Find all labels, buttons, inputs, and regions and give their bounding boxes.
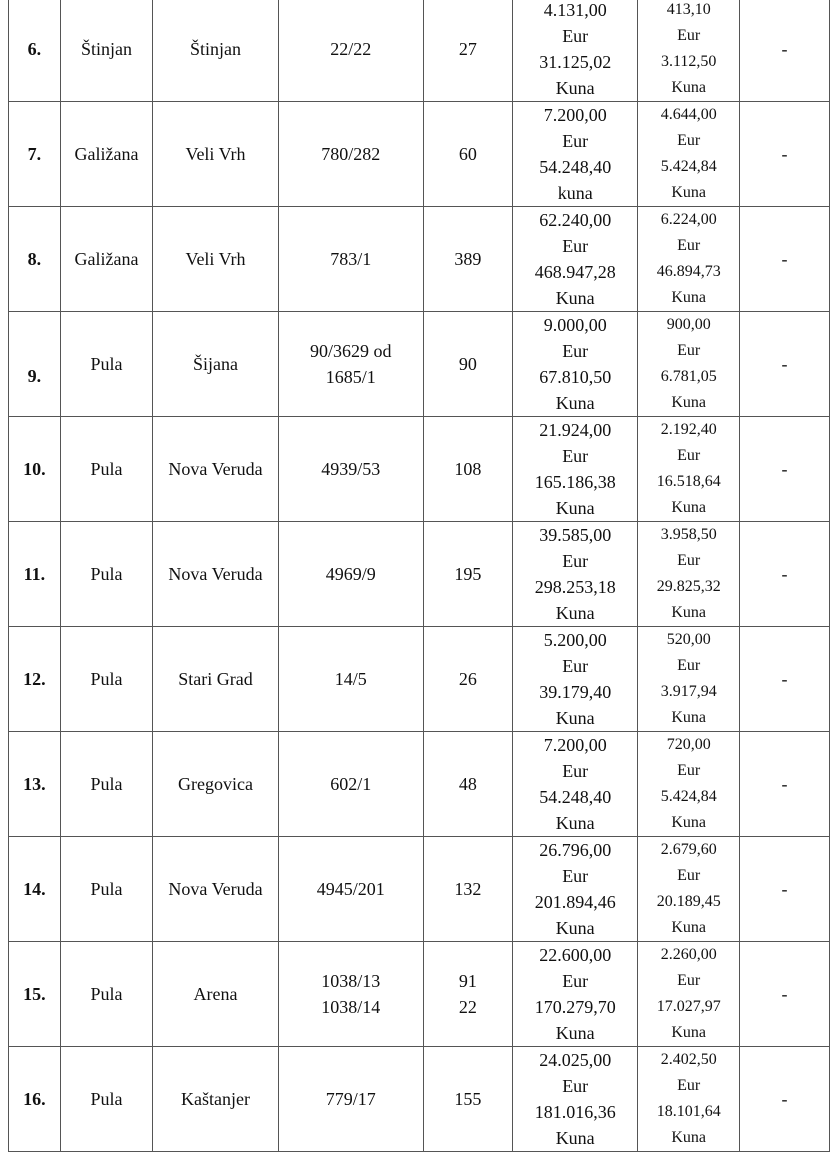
cell-row-number (9, 627, 61, 732)
cell-area-line: 91 (458, 971, 477, 991)
cell-parcel (278, 0, 423, 102)
table-row (9, 312, 830, 417)
cell-parcel (278, 522, 423, 627)
note-text: - (781, 773, 788, 794)
cell-deposit-line: 6.224,00 (660, 211, 717, 228)
cell-price-line: Eur (562, 131, 589, 151)
cell-area (423, 1047, 512, 1152)
cell-price-line: Eur (562, 971, 589, 991)
cell-price-line: Kuna (555, 603, 595, 623)
cell-city (60, 837, 153, 942)
cell-note (739, 312, 829, 417)
city-text: Pula (90, 668, 123, 689)
note-text: - (781, 878, 788, 899)
cell-area (423, 942, 512, 1047)
cell-parcel (278, 102, 423, 207)
cell-area-line: 22 (458, 997, 477, 1017)
table-row (9, 207, 830, 312)
cell-city (60, 1047, 153, 1152)
cell-price-line: 7.200,00 (543, 735, 607, 755)
cell-price-line: 31.125,02 (539, 52, 612, 72)
cell-deposit-line: Kuna (671, 709, 707, 726)
table-row (9, 102, 830, 207)
cell-price (512, 942, 637, 1047)
cell-deposit-line: Eur (677, 447, 701, 464)
cell-city (60, 0, 153, 102)
cell-area-line: 60 (458, 143, 477, 164)
cell-row-number (9, 942, 61, 1047)
cell-price-line: 165.186,38 (534, 472, 616, 492)
cell-price-line: 7.200,00 (543, 105, 607, 125)
cell-deposit-line: 16.518,64 (656, 473, 721, 490)
cell-row-number (9, 207, 61, 312)
city-text: Pula (90, 458, 123, 479)
cell-deposit-line: Kuna (671, 1024, 707, 1041)
cell-parcel-line: 4969/9 (325, 563, 376, 584)
cell-area-line: 132 (454, 878, 482, 899)
cell-parcel (278, 732, 423, 837)
cell-deposit-line: 29.825,32 (656, 578, 721, 595)
cell-deposit (638, 942, 740, 1047)
cell-note (739, 1047, 829, 1152)
cell-price-line: Kuna (555, 813, 595, 833)
cell-deposit-line: 900,00 (666, 316, 711, 333)
cell-parcel-line: 4939/53 (321, 458, 381, 479)
cell-row-number (9, 522, 61, 627)
cell-deposit-line: Eur (677, 972, 701, 989)
cell-deposit-line: 18.101,64 (656, 1103, 721, 1120)
cell-price-line: kuna (557, 183, 593, 203)
cell-price (512, 417, 637, 522)
cell-deposit-line: Kuna (671, 919, 707, 936)
cell-deposit-line: 2.192,40 (660, 421, 717, 438)
cell-deposit-line: Kuna (671, 289, 707, 306)
cell-city (60, 522, 153, 627)
cell-row-number (9, 0, 61, 102)
cell-deposit-line: Kuna (671, 814, 707, 831)
cell-price-line: Eur (562, 866, 589, 886)
cell-deposit (638, 102, 740, 207)
table-row (9, 627, 830, 732)
cell-deposit-line: 6.781,05 (660, 368, 717, 385)
cell-area-line: 48 (458, 773, 477, 794)
cell-city (60, 102, 153, 207)
cell-area-line: 155 (454, 1088, 482, 1109)
cell-city (60, 732, 153, 837)
cell-price (512, 102, 637, 207)
cell-parcel (278, 417, 423, 522)
cell-deposit-line: 3.112,50 (660, 53, 717, 70)
cell-area-line: 108 (454, 458, 482, 479)
city-text: Pula (90, 353, 123, 374)
cell-price-line: Kuna (555, 1023, 595, 1043)
cell-deposit (638, 312, 740, 417)
cell-row-number (9, 312, 61, 417)
cell-price-line: Eur (562, 761, 589, 781)
cell-price-line: Eur (562, 236, 589, 256)
cell-city (60, 942, 153, 1047)
cell-location (153, 0, 278, 102)
cell-price-line: 181.016,36 (534, 1102, 616, 1122)
cell-note (739, 0, 829, 102)
cell-deposit-line: Kuna (671, 604, 707, 621)
cell-area (423, 522, 512, 627)
cell-price-line: Kuna (555, 288, 595, 308)
cell-price-line: 26.796,00 (539, 840, 612, 860)
cell-parcel-line: 90/3629 od (309, 341, 392, 361)
cell-deposit-line: Kuna (671, 394, 707, 411)
cell-city (60, 627, 153, 732)
city-text: Pula (90, 563, 123, 584)
cell-deposit (638, 207, 740, 312)
cell-deposit (638, 522, 740, 627)
cell-price (512, 837, 637, 942)
cell-price (512, 312, 637, 417)
location-text: Nova Veruda (168, 878, 263, 899)
cell-parcel-line: 1038/13 (321, 971, 381, 991)
note-text: - (781, 38, 788, 59)
cell-area-line: 27 (458, 38, 477, 59)
cell-price-line: 62.240,00 (539, 210, 612, 230)
cell-location (153, 312, 278, 417)
cell-price-line: Kuna (555, 393, 595, 413)
cell-deposit-line: 17.027,97 (656, 998, 721, 1015)
cell-deposit-line: 2.679,60 (660, 841, 717, 858)
cell-parcel (278, 942, 423, 1047)
cell-parcel (278, 627, 423, 732)
city-text: Pula (90, 1088, 123, 1109)
row-number: 7. (27, 143, 42, 164)
cell-price-line: 5.200,00 (543, 630, 607, 650)
cell-row-number (9, 837, 61, 942)
row-number: 11. (23, 563, 46, 584)
table-row (9, 732, 830, 837)
note-text: - (781, 353, 788, 374)
cell-deposit-line: Eur (677, 867, 701, 884)
cell-location (153, 732, 278, 837)
cell-price-line: Kuna (555, 78, 595, 98)
location-text: Šijana (192, 353, 238, 374)
note-text: - (781, 458, 788, 479)
cell-price-line: 170.279,70 (534, 997, 616, 1017)
cell-area-line: 195 (454, 563, 482, 584)
cell-price (512, 627, 637, 732)
cell-price-line: 468.947,28 (534, 262, 616, 282)
location-text: Kaštanjer (181, 1088, 250, 1109)
cell-location (153, 102, 278, 207)
cell-parcel-line: 780/282 (321, 143, 381, 164)
cell-price-line: Eur (562, 446, 589, 466)
cell-price-line: 21.924,00 (539, 420, 612, 440)
table-row (9, 837, 830, 942)
table-row (9, 942, 830, 1047)
cell-city (60, 312, 153, 417)
cell-row-number (9, 417, 61, 522)
cell-deposit-line: Kuna (671, 184, 707, 201)
note-text: - (781, 248, 788, 269)
table-row (9, 522, 830, 627)
cell-deposit-line: Eur (677, 762, 701, 779)
cell-deposit (638, 0, 740, 102)
cell-deposit-line: 46.894,73 (656, 263, 721, 280)
row-number: 14. (23, 878, 46, 899)
row-number: 12. (23, 668, 46, 689)
cell-area (423, 102, 512, 207)
cell-deposit-line: 5.424,84 (660, 158, 717, 175)
cell-deposit (638, 837, 740, 942)
cell-parcel (278, 1047, 423, 1152)
cell-deposit-line: Eur (677, 237, 701, 254)
note-text: - (781, 983, 788, 1004)
cell-parcel (278, 837, 423, 942)
cell-deposit-line: 3.958,50 (660, 526, 717, 543)
cell-area-line: 389 (454, 248, 482, 269)
cell-note (739, 102, 829, 207)
cell-location (153, 522, 278, 627)
cell-price-line: Kuna (555, 498, 595, 518)
location-text: Veli Vrh (185, 248, 246, 269)
cell-deposit-line: 413,10 (666, 1, 711, 18)
city-text: Galižana (74, 143, 139, 164)
cell-deposit-line: Eur (677, 27, 701, 44)
cell-price-line: Kuna (555, 708, 595, 728)
cell-row-number (9, 102, 61, 207)
cell-city (60, 207, 153, 312)
cell-price-line: 39.585,00 (539, 525, 612, 545)
cell-area (423, 732, 512, 837)
cell-area (423, 0, 512, 102)
cell-price (512, 207, 637, 312)
cell-location (153, 207, 278, 312)
cell-price-line: 4.131,00 (543, 0, 607, 20)
cell-deposit-line: Kuna (671, 79, 707, 96)
cell-note (739, 207, 829, 312)
location-text: Štinjan (189, 38, 241, 59)
cell-parcel-line: 4945/201 (316, 878, 385, 899)
cell-note (739, 732, 829, 837)
cell-price (512, 522, 637, 627)
cell-parcel-line: 602/1 (330, 773, 372, 794)
note-text: - (781, 143, 788, 164)
cell-deposit-line: 3.917,94 (660, 683, 717, 700)
cell-deposit-line: Eur (677, 657, 701, 674)
cell-location (153, 417, 278, 522)
cell-parcel-line: 1685/1 (325, 367, 376, 387)
cell-price-line: Eur (562, 656, 589, 676)
cell-deposit-line: Eur (677, 1077, 701, 1094)
location-text: Veli Vrh (185, 143, 246, 164)
cell-parcel-line: 783/1 (330, 248, 372, 269)
cell-row-number (9, 732, 61, 837)
location-text: Nova Veruda (168, 458, 263, 479)
cell-deposit-line: 520,00 (666, 631, 711, 648)
city-text: Pula (90, 878, 123, 899)
parcels-table (8, 0, 830, 1152)
cell-location (153, 942, 278, 1047)
cell-note (739, 942, 829, 1047)
cell-area (423, 627, 512, 732)
cell-price-line: 22.600,00 (539, 945, 612, 965)
cell-deposit-line: Eur (677, 342, 701, 359)
location-text: Stari Grad (178, 668, 253, 689)
cell-location (153, 837, 278, 942)
cell-deposit-line: Kuna (671, 499, 707, 516)
cell-deposit-line: Kuna (671, 1129, 707, 1146)
cell-city (60, 417, 153, 522)
cell-location (153, 1047, 278, 1152)
row-number: 16. (23, 1088, 46, 1109)
table-row (9, 0, 830, 102)
cell-parcel (278, 207, 423, 312)
cell-price-line: 24.025,00 (539, 1050, 612, 1070)
city-text: Galižana (74, 248, 139, 269)
cell-price-line: Kuna (555, 918, 595, 938)
location-text: Arena (193, 983, 238, 1004)
cell-deposit-line: 720,00 (666, 736, 711, 753)
cell-deposit-line: 2.260,00 (660, 946, 717, 963)
cell-parcel (278, 312, 423, 417)
row-number: 8. (27, 248, 42, 269)
cell-price-line: 9.000,00 (543, 315, 607, 335)
city-text: Štinjan (80, 38, 132, 59)
row-number: 10. (23, 458, 46, 479)
cell-deposit (638, 627, 740, 732)
row-number: 9. (27, 365, 42, 386)
row-number: 6. (27, 38, 42, 59)
cell-deposit-line: 5.424,84 (660, 788, 717, 805)
cell-parcel-line: 779/17 (325, 1088, 376, 1109)
cell-location (153, 627, 278, 732)
cell-deposit-line: 2.402,50 (660, 1051, 717, 1068)
location-text: Gregovica (178, 773, 253, 794)
cell-area (423, 312, 512, 417)
cell-deposit (638, 417, 740, 522)
cell-deposit (638, 1047, 740, 1152)
row-number: 13. (23, 773, 46, 794)
row-number: 15. (23, 983, 46, 1004)
cell-price-line: 298.253,18 (534, 577, 616, 597)
note-text: - (781, 1088, 788, 1109)
cell-row-number (9, 1047, 61, 1152)
table-body (9, 0, 830, 1152)
cell-deposit-line: Eur (677, 132, 701, 149)
cell-price-line: 54.248,40 (539, 157, 612, 177)
cell-price-line: 201.894,46 (534, 892, 616, 912)
cell-price (512, 0, 637, 102)
cell-price-line: Eur (562, 26, 589, 46)
city-text: Pula (90, 983, 123, 1004)
cell-area (423, 417, 512, 522)
cell-price-line: 39.179,40 (539, 682, 612, 702)
table-row (9, 1047, 830, 1152)
cell-area (423, 837, 512, 942)
cell-deposit (638, 732, 740, 837)
city-text: Pula (90, 773, 123, 794)
cell-note (739, 522, 829, 627)
table-row (9, 417, 830, 522)
cell-price-line: Eur (562, 551, 589, 571)
cell-price-line: 54.248,40 (539, 787, 612, 807)
cell-deposit-line: 4.644,00 (660, 106, 717, 123)
cell-parcel-line: 22/22 (330, 38, 372, 59)
location-text: Nova Veruda (168, 563, 263, 584)
cell-price (512, 732, 637, 837)
cell-area-line: 26 (458, 668, 477, 689)
note-text: - (781, 668, 788, 689)
cell-price-line: Eur (562, 341, 589, 361)
cell-note (739, 627, 829, 732)
cell-price-line: 67.810,50 (539, 367, 612, 387)
cell-note (739, 837, 829, 942)
cell-price-line: Eur (562, 1076, 589, 1096)
cell-deposit-line: 20.189,45 (656, 893, 721, 910)
cell-parcel-line: 14/5 (334, 668, 367, 689)
cell-price (512, 1047, 637, 1152)
cell-area-line: 90 (458, 353, 477, 374)
note-text: - (781, 563, 788, 584)
cell-price-line: Kuna (555, 1128, 595, 1148)
cell-parcel-line: 1038/14 (321, 997, 381, 1017)
cell-area (423, 207, 512, 312)
cell-deposit-line: Eur (677, 552, 701, 569)
cell-note (739, 417, 829, 522)
